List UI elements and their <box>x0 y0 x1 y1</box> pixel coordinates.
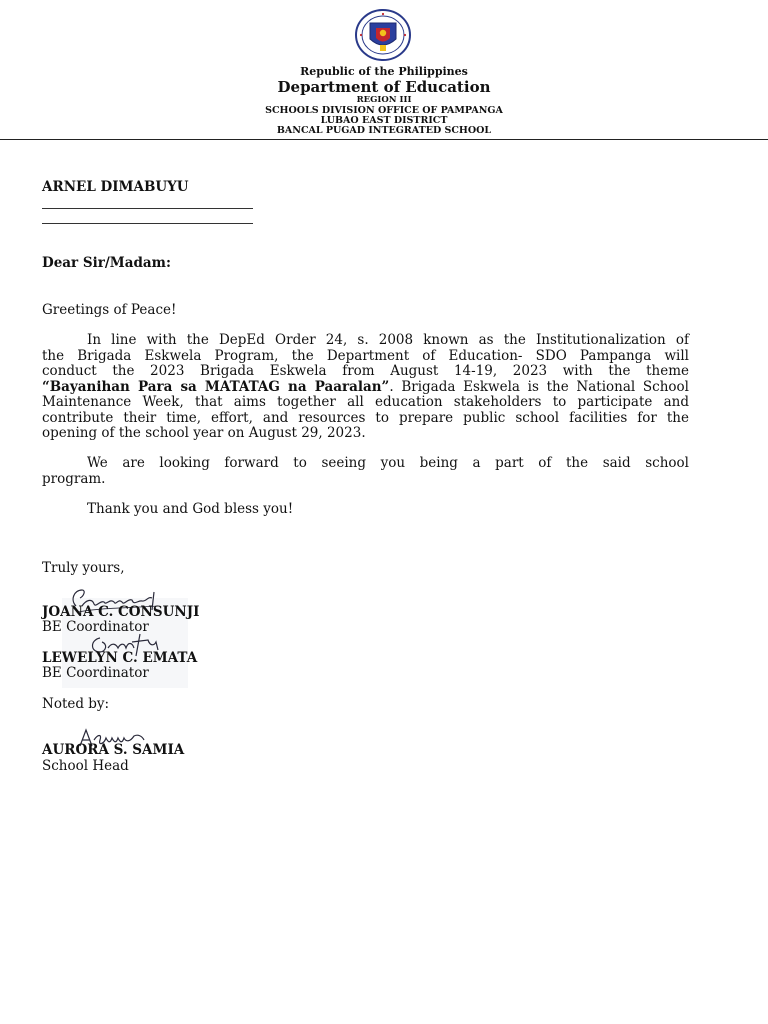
closing-phrase: Truly yours, <box>42 560 125 576</box>
address-blank-line <box>42 208 253 209</box>
body-paragraph-2 <box>42 456 689 487</box>
signatory-title-2: BE Coordinator <box>42 665 149 681</box>
district-text: LUBAO EAST DISTRICT <box>320 115 448 126</box>
body-paragraph-1 <box>42 333 689 442</box>
brigada-theme: “Bayanihan Para sa MATATAG na Paaralan” <box>42 378 390 395</box>
republic-text: Republic of the Philippines <box>300 65 468 78</box>
signatory-title-1: BE Coordinator <box>42 619 149 635</box>
header-divider <box>0 139 768 140</box>
signatory-name-1: JOANA C. CONSUNJI <box>42 604 200 620</box>
school-head-name: AURORA S. SAMIA <box>42 742 185 758</box>
signatory-name-2: LEWELYN C. EMATA <box>42 650 198 666</box>
paragraph-line: the Brigada Eskwela Program, the Department of Education- SDO Pampanga will <box>42 347 689 364</box>
greeting: Greetings of Peace! <box>42 302 177 318</box>
department-name: Department of Education <box>277 78 491 96</box>
paragraph-line: In line with the DepEd Order 24, s. 2008 known as the Institutionalization of <box>87 332 689 348</box>
region-text: REGION III <box>356 95 412 105</box>
address-blank-line <box>42 223 253 224</box>
deped-seal-icon <box>354 9 412 61</box>
school-head-title: School Head <box>42 758 129 774</box>
division-text: SCHOOLS DIVISION OFFICE OF PAMPANGA <box>265 105 503 116</box>
paragraph-line: We are looking forward to seeing you being a part of the said school <box>87 455 689 471</box>
paragraph-line: Maintenance Week, that aims together all education stakeholders to participate and <box>42 394 689 410</box>
noted-by-label: Noted by: <box>42 696 110 712</box>
paragraph-line: contribute their time, effort, and resources to prepare public school facilities for the <box>42 409 689 426</box>
school-name: BANCAL PUGAD INTEGRATED SCHOOL <box>276 125 492 136</box>
salutation: Dear Sir/Madam: <box>42 255 171 271</box>
paragraph-line: conduct the 2023 Brigada Eskwela from August 14-19, 2023 with the theme <box>42 363 689 379</box>
closing-thanks: Thank you and God bless you! <box>87 501 294 517</box>
paragraph-line: program. <box>42 470 106 487</box>
paragraph-line: opening of the school year on August 29, 2023. <box>42 425 366 441</box>
paragraph-line <box>42 380 689 396</box>
theme-continuation: . Brigada Eskwela is the National School <box>389 378 689 395</box>
recipient-name: ARNEL DIMABUYU <box>42 179 189 195</box>
